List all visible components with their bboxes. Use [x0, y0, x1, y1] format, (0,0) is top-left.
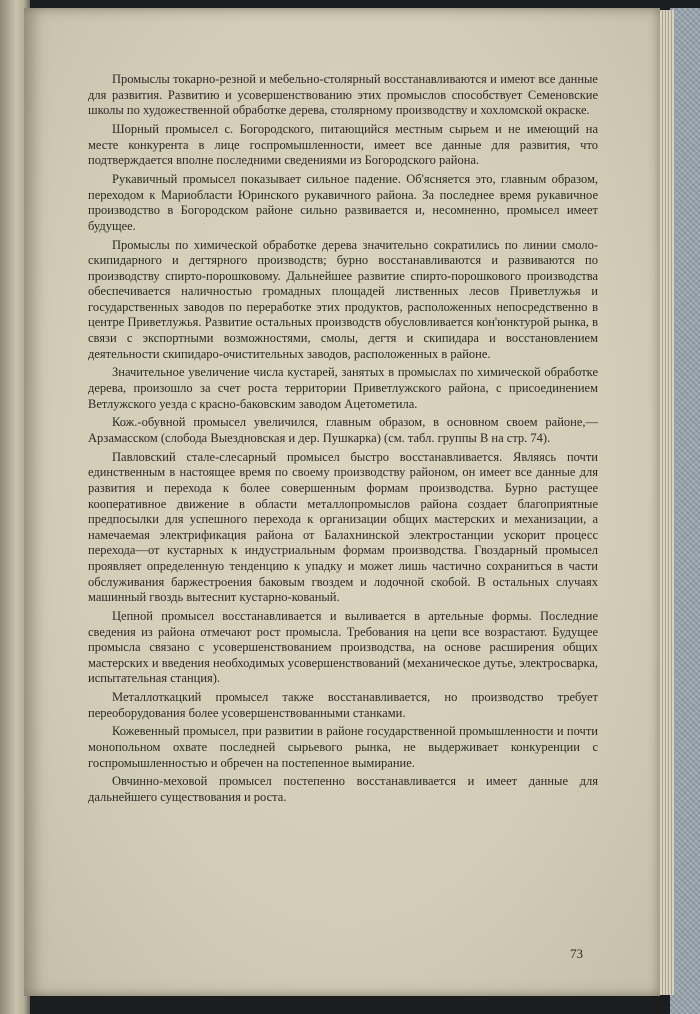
- paragraph-saddlery: Шорный промысел с. Богородского, питающийся местным сырьем и не имеющий на месте конкурента в лице госпромышленности, имеет все данные для развития, что подтверждается вполне последними сведениями из Богородского района.: [88, 121, 598, 168]
- paragraph-leather-footwear: Кож.-обувной промысел увеличился, главным образом, в основном своем районе,—Арзамасском (слобода Выездновская и дер. Пушкарка) (см. табл. группы В на стр. 74).: [88, 415, 598, 445]
- paragraph-wood-chemistry: Промыслы по химической обработке дерева значительно сократились по линии смоло-скипидарного и дегтярного производств; бурно восстанавливаются и развиваются по производству спирто-порошковому. Дальнейшее развитие спирто-порошкового производства обеспечивается наличностью громадных площадей лиственных лесов Приветлужья и государственных заводов по переработке этих продуктов, расположенных непосредственно в центре Приветлужья. Развитие остальных производств обусловливается кон'юнктурой рынка, в связи с экспортными возможностями, смолы, дегтя и скипидара и восстановлением деятельности скипидаро-очистительных заводов, расположенных в районе.: [88, 237, 598, 361]
- paragraph-pavlovo-metalwork: Павловский стале-слесарный промысел быстро восстанавливается. Являясь почти единственным в настоящее время по своему производству районом, он имеет все данные для развития и перехода к более совершенным формам производства. Бурно растущее кооперативное движение в области металлопромыслов района создает благоприятные предпосылки для успешного перехода к организации общих мастерских и механизации, а намечаемая электрификация района от Балахнинской электростанции ускорит процесс перехода—от кустарных к индустриальным формам производства. Гвоздарный промысел проявляет определенную тенденцию к упадку и может лишь частично сохраниться в части обслуживания баржестроения баковым гвоздем и лодочной скобой. В остальных случаях машинный гвоздь вытеснит кустарно-кованый.: [88, 449, 598, 605]
- paragraph-wood-chemistry-growth: Значительное увеличение числа кустарей, занятых в промыслах по химической обработке дерева, произошло за счет роста территории Приветлужского района, с присоединением Ветлужского уезда с красно-баковским заводом Ацетометила.: [88, 365, 598, 411]
- paragraph-sheepskin-fur: Овчинно-меховой промысел постепенно восстанавливается и имеет данные для дальнейшего существования и роста.: [88, 774, 598, 804]
- paragraph-chain: Цепной промысел восстанавливается и выливается в артельные формы. Последние сведения из района отмечают рост промысла. Требования на цепи все возрастают. Будущее промысла связано с усовершенствованием производства, на основе расширения общих мастерских и введения необходимых усовершенствований (механическое дутье, электросварка, испытательная станция).: [88, 608, 598, 686]
- paragraph-turning-furniture: Промыслы токарно-резной и мебельно-столярный восстанавливаются и имеют все данные для развития. Развитию и усовершенствованию этих промыслов способствует Семеновские школы по художественной обработке дерева, столярному производству и хохломской окраске.: [88, 72, 598, 118]
- paragraph-mittens: Рукавичный промысел показывает сильное падение. Об'ясняется это, главным образом, переходом к Мариобласти Юринского рукавичного района. За последнее время рукавичное производство в Богородском районе сильно развивается и, несомненно, промысел имеет будущее.: [88, 171, 598, 233]
- paragraph-tannery: Кожевенный промысел, при развитии в районе государственной промышленности и почти монопольном охвате последней сырьевого рынка, не выдерживает конкуренции с госпромышленностью и обречен на постепенное вымирание.: [88, 724, 598, 770]
- paragraph-metal-weaving: Металлоткацкий промысел также восстанавливается, но производство требует переоборудования более усовершенствованными станками.: [88, 690, 598, 720]
- book-cover-cloth: [670, 8, 700, 1014]
- book-page: [24, 8, 660, 996]
- page-number: 73: [570, 946, 583, 961]
- page-text: [88, 72, 598, 809]
